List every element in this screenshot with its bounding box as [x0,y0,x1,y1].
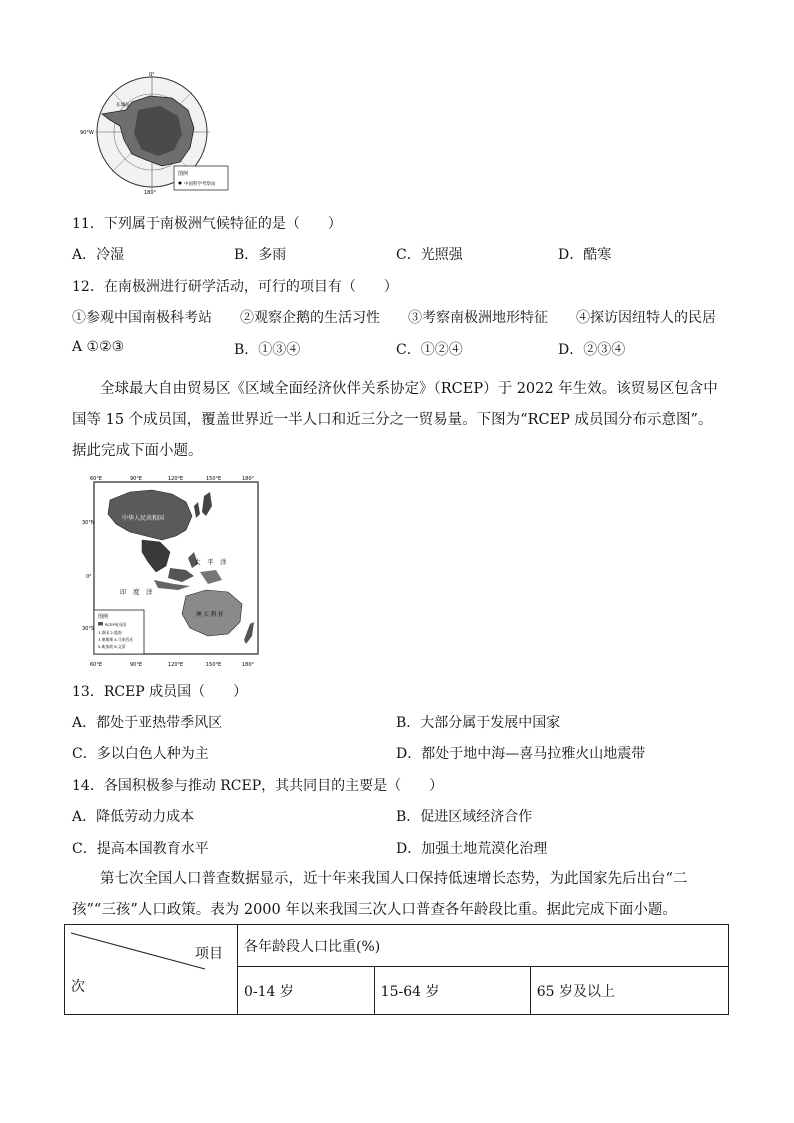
label-china: 中华人民共和国 [122,515,165,522]
passage-census: 第七次全国人口普查数据显示，近十年来我国人口保持低速增长态势，为此国家先后出台“二孩”“三孩”人口政策。表为 2000 年以来我国三次人口普查各年龄段比重。据此完成下面小题。 [72,871,688,918]
legend2-item-4: 5.新加坡 6.文莱 [98,644,126,649]
lat-tick-30n: 30°N [82,520,95,526]
table-col-0-14: 0-14 岁 [238,967,375,1015]
q11-stem: 11．下列属于南极洲气候特征的是（ ） [72,216,342,232]
q13-option-d[interactable]: D．都处于地中海—喜马拉雅火山地震带 [396,746,646,762]
legend-item: 中国科学考察站 [184,182,216,187]
q14-option-d[interactable]: D．加强土地荒漠化治理 [396,841,548,857]
table-corner-cell [65,925,238,1015]
bottom-tick-60e: 60°E [90,662,103,668]
q14-option-c[interactable]: C．提高本国教育水平 [72,841,209,857]
rcep-map [82,472,272,668]
q12-option-c[interactable]: C．①②④ [396,342,463,358]
label-90w: 90°W [80,130,94,136]
legend2-item-1: RCEP成员国 [105,622,127,627]
label-180: 180° [144,190,157,195]
lat-tick-30s: 30°S [82,626,95,632]
lat-tick-0: 0° [86,574,92,580]
q12-option-a[interactable]: A ①②③ [72,339,125,355]
bottom-tick-150e: 150°E [206,662,222,668]
bottom-tick-120e: 120°E [168,662,184,668]
q12-item-2: ②观察企鹅的生活习性 [240,310,380,326]
table-corner-bottom: 次 [71,979,85,995]
top-tick-120e: 120°E [168,476,184,482]
label-station: 长城站 [116,103,130,108]
top-tick-60e: 60°E [90,476,103,482]
legend2-item-2: 1.泰国 2.越南 [98,630,122,635]
label-zero: 0° [149,72,155,78]
q13-stem: 13．RCEP 成员国（ ） [72,684,248,700]
top-tick-180: 180° [242,476,255,482]
q14-option-b[interactable]: B．促进区域经济合作 [396,809,533,825]
bottom-tick-180: 180° [242,662,255,668]
q11-option-b[interactable]: B．多雨 [234,247,287,263]
top-tick-150e: 150°E [206,476,222,482]
q13-option-b[interactable]: B．大部分属于发展中国家 [396,715,561,731]
legend2-title: 图例 [98,614,109,620]
q14-stem: 14．各国积极参与推动 RCEP，其共同目的主要是（ ） [72,778,444,794]
q11-option-d[interactable]: D．酷寒 [558,247,612,263]
label-australia: 澳 大 利 亚 [196,612,224,618]
table-col-65plus: 65 岁及以上 [530,967,728,1015]
q14-option-a[interactable]: A．降低劳动力成本 [72,809,195,825]
census-table [64,924,729,1015]
q11-option-a[interactable]: A．冷湿 [72,247,125,263]
table-group-header: 各年龄段人口比重(%) [238,925,729,967]
table-col-15-64: 15-64 岁 [374,967,530,1015]
passage-rcep: 全球最大自由贸易区《区域全面经济伙伴关系协定》（RCEP）于 2022 年生效。该贸易区包含中国等 15 个成员国，覆盖世界近一半人口和近三分之一贸易量。下图为“RCEP 成员国分布示意图”。据此完成下面小题。 [72,381,718,459]
q12-item-4: ④探访因纽特人的民居 [576,310,716,326]
q13-option-c[interactable]: C．多以白色人种为主 [72,746,209,762]
table-corner-top: 项目 [195,946,223,962]
label-pacific: 太 平 洋 [194,558,227,566]
legend2-item-3: 3.柬埔寨 4.马来西亚 [98,637,134,642]
bottom-tick-90e: 90°E [130,662,143,668]
antarctica-map [80,70,230,195]
label-indian: 印 度 洋 [120,588,153,596]
q12-item-3: ③考察南极洲地形特征 [408,310,548,326]
q12-item-1: ①参观中国南极科考站 [72,310,212,326]
legend-title: 图例 [178,171,189,177]
q11-option-c[interactable]: C．光照强 [396,247,463,263]
q13-option-a[interactable]: A．都处于亚热带季风区 [72,715,223,731]
q12-option-b[interactable]: B．①③④ [234,342,301,358]
q12-option-d[interactable]: D．②③④ [558,342,626,358]
q12-stem: 12．在南极洲进行研学活动，可行的项目有（ ） [72,279,398,295]
top-tick-90e: 90°E [130,476,143,482]
